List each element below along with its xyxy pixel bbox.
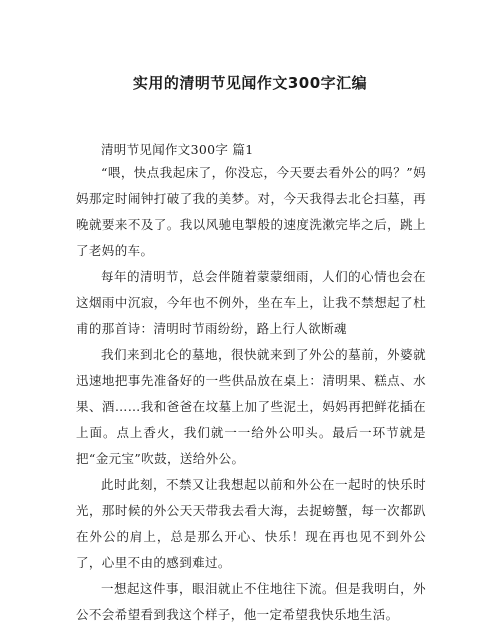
paragraph-1: “喂，快点我起床了，你没忘，今天要去看外公的吗？”妈妈那定时闹钟打破了我的美梦。对，今天我得去北仑扫墓，再晚就要来不及了。我以风驰电掣般的速度洗漱完毕之后，跳上了老妈的车。 — [76, 165, 426, 258]
section-heading: 清明节见闻作文300字 篇1 — [101, 142, 254, 157]
paragraph-3: 我们来到北仑的墓地，很快就来到了外公的墓前，外婆就迅速地把事先准备好的一些供品放在桌上：清明果、糕点、水果、酒……我和爸爸在坟墓上加了些泥土，妈妈再把鲜花插在上面。点上香火，我们就一一给外公叩头。最后一环节就是把“金元宝”吹鼓，送给外公。 — [76, 347, 426, 466]
paragraph-2: 每年的清明节，总会伴随着蒙蒙细雨，人们的心情也会在这烟雨中沉寂，今年也不例外，坐在车上，让我不禁想起了杜甫的那首诗：清明时节雨纷纷，路上行人欲断魂 — [76, 269, 426, 336]
paragraph-5: 一想起这件事，眼泪就止不住地往下流。但是我明白，外公不会希望看到我这个样子，他一定希望我快乐地生活。 — [76, 581, 426, 622]
paragraph-4: 此时此刻，不禁又让我想起以前和外公在一起时的快乐时光，那时候的外公天天带我去看大海，去捉螃蟹，每一次都趴在外公的肩上，总是那么开心、快乐！现在再也见不到外公了，心里不由的感到难过。 — [76, 477, 426, 570]
article-body — [76, 160, 426, 628]
page-title: 实用的清明节见闻作文300字汇编 — [132, 74, 368, 92]
